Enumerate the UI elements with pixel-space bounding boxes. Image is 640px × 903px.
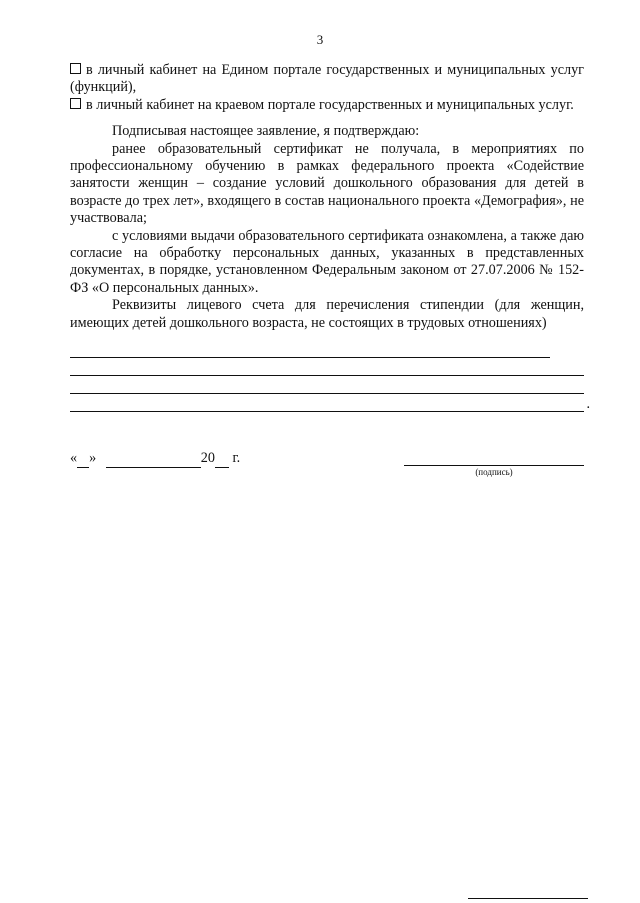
account-fill-lines bbox=[70, 340, 590, 413]
account-end-mark: . bbox=[586, 396, 590, 413]
account-fill-line[interactable] bbox=[70, 394, 590, 413]
date-field bbox=[70, 450, 240, 468]
checkbox-unified-portal[interactable] bbox=[70, 63, 81, 74]
date-year-blank[interactable] bbox=[215, 450, 229, 468]
confirmation-item-consent: с условиями выдачи образовательного сертификата ознакомлена, а также даю согласие на обработку персональных данных, указанных в представленных документах, в порядке, установленном Федеральным законом от 27.07.2006 № 152-ФЗ «О персональных данных». bbox=[70, 227, 584, 296]
signature-caption: (подпись) bbox=[475, 467, 513, 477]
date-year-suffix: г. bbox=[232, 450, 241, 466]
account-requisites-label: Реквизиты лицевого счета для перечисления стипендии (для женщин, имеющих детей дошкольного возраста, не состоящих в трудовых отношениях) bbox=[70, 297, 584, 331]
account-fill-line[interactable] bbox=[70, 358, 584, 376]
option-unified-portal-text: в личный кабинет на Едином портале государственных и муниципальных услуг (функций), bbox=[70, 62, 584, 96]
page-number: 3 bbox=[316, 32, 324, 47]
confirmation-intro: Подписывая настоящее заявление, я подтверждаю: bbox=[112, 123, 420, 140]
date-year-prefix: 20 bbox=[200, 450, 215, 466]
date-day-blank[interactable] bbox=[77, 450, 89, 468]
account-fill-line[interactable] bbox=[70, 376, 584, 394]
date-close-quote: » bbox=[89, 450, 97, 466]
option-regional-portal-text: в личный кабинет на краевом портале государственных и муниципальных услуг. bbox=[86, 96, 574, 113]
document-body bbox=[70, 62, 590, 413]
signature-line[interactable] bbox=[404, 465, 584, 466]
spacer bbox=[70, 114, 584, 123]
account-fill-line[interactable] bbox=[70, 340, 550, 358]
option-regional-portal bbox=[70, 97, 584, 114]
date-open-quote: « bbox=[70, 450, 78, 466]
confirmation-item-no-certificate: ранее образовательный сертификат не получала, в мероприятиях по профессиональному обучению в рамках федерального проекта «Содействие занятости женщин – создание условий дошкольного образования для детей в возрасте до трех лет», входящего в состав национального проекта «Демография», не участвовала; bbox=[70, 140, 584, 227]
option-unified-portal bbox=[70, 62, 584, 97]
checkbox-regional-portal[interactable] bbox=[70, 98, 81, 109]
footer-rule bbox=[468, 898, 588, 899]
date-month-blank[interactable] bbox=[106, 450, 201, 468]
